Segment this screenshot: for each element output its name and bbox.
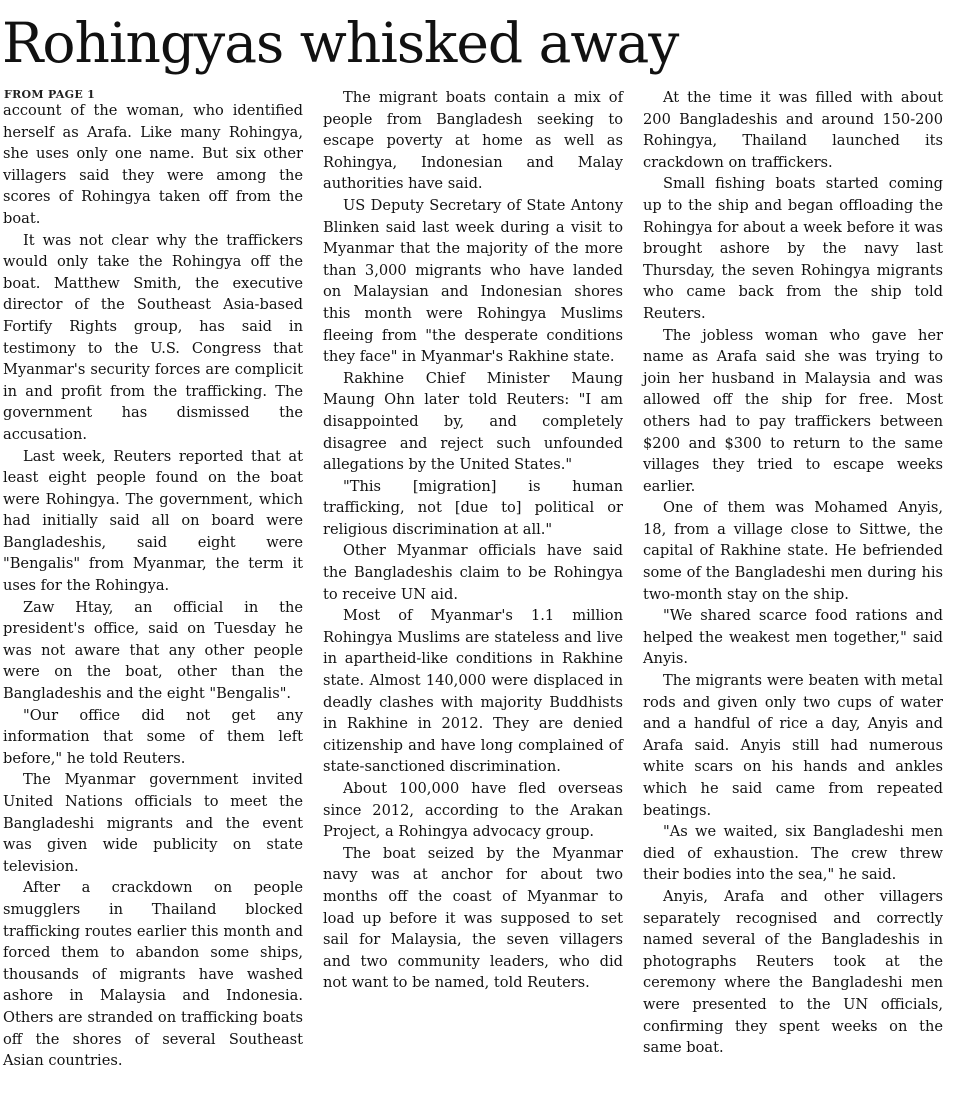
- paragraph: Zaw Htay, an official in the president's office, said on Tuesday he was not aware that any other people were on the boat, other than the Bangladeshis and the eight "Bengalis".: [3, 598, 303, 703]
- paragraph: Small fishing boats started coming up to the ship and began offloading the Rohingya for about a week before it was brought ashore by the navy last Thursday, the seven Rohingya migrants who came back from the ship told Reuters.: [643, 175, 943, 322]
- paragraph: account of the woman, who identified herself as Arafa. Like many Rohingya, she uses only one name. But six other villagers said they were among the scores of Rohingya taken off from the boat.: [3, 102, 303, 227]
- article-column-3: [643, 87, 943, 1059]
- paragraph: It was not clear why the traffickers would only take the Rohingya off the boat. Matthew Smith, the executive director of the Southeast Asia-based Fortify Rights group, has said in testimony to the U.S. Congress that Myanmar's security forces are complicit in and profit from the trafficking. The government has dismissed the accusation.: [3, 231, 303, 443]
- paragraph: About 100,000 have fled overseas since 2012, according to the Arakan Project, a Rohingya advocacy group.: [323, 780, 623, 841]
- paragraph: Most of Myanmar's 1.1 million Rohingya Muslims are stateless and live in apartheid-like conditions in Rakhine state. Almost 140,000 were displaced in deadly clashes with majority Buddhists in Rakhine in 2012. They are denied citizenship and have long complained of state-sanctioned discrimination.: [323, 607, 623, 776]
- paragraph: "Our office did not get any information that some of them left before," he told Reuters.: [3, 706, 303, 767]
- paragraph: One of them was Mohamed Anyis, 18, from a village close to Sittwe, the capital of Rakhine state. He befriended some of the Bangladeshi men during his two-month stay on the ship.: [643, 499, 943, 603]
- from-page-kicker: FROM PAGE 1: [4, 88, 96, 101]
- paragraph: "As we waited, six Bangladeshi men died of exhaustion. The crew threw their bodies into the sea," he said.: [643, 823, 943, 884]
- paragraph: The migrant boats contain a mix of people from Bangladesh seeking to escape poverty at home as well as Rohingya, Indonesian and Malay authorities have said.: [323, 89, 623, 193]
- paragraph: Rakhine Chief Minister Maung Maung Ohn later told Reuters: "I am disappointed by, and completely disagree and reject such unfounded allegations by the United States.": [323, 369, 623, 474]
- paragraph: "This [migration] is human trafficking, not [due to] political or religious discrimination at all.": [323, 477, 623, 538]
- paragraph: The boat seized by the Myanmar navy was at anchor for about two months off the coast of Myanmar to load up before it was supposed to set sail for Malaysia, the seven villagers and two community leaders, who did not want to be named, told Reuters.: [323, 844, 623, 992]
- paragraph: Other Myanmar officials have said the Bangladeshis claim to be Rohingya to receive UN aid.: [323, 542, 623, 603]
- paragraph: At the time it was filled with about 200 Bangladeshis and around 150-200 Rohingya, Thailand launched its crackdown on traffickers.: [643, 89, 943, 171]
- paragraph: The Myanmar government invited United Nations officials to meet the Bangladeshi migrants and the event was given wide publicity on state television.: [3, 771, 303, 875]
- paragraph: Anyis, Arafa and other villagers separately recognised and correctly named several of the Bangladeshis in photographs Reuters took at the ceremony where the Bangladeshi men were presented to the UN officials, confirming they spent weeks on the same boat.: [643, 887, 943, 1057]
- paragraph: US Deputy Secretary of State Antony Blinken said last week during a visit to Myanmar that the majority of the more than 3,000 migrants who have landed on Malaysian and Indonesian shores this month were Rohingya Muslims fleeing from "the desperate conditions they face" in Myanmar's Rakhine state.: [323, 196, 623, 366]
- paragraph: "We shared scarce food rations and helped the weakest men together," said Anyis.: [643, 607, 943, 668]
- paragraph: Last week, Reuters reported that at least eight people found on the boat were Rohingya. The government, which had initially said all on board were Bangladeshis, said eight were "Bengalis" from Myanmar, the term it uses for the Rohingya.: [3, 447, 303, 595]
- headline: Rohingyas whisked away: [2, 11, 679, 75]
- paragraph: The migrants were beaten with metal rods and given only two cups of water and a handful of rice a day, Anyis and Arafa said. Anyis still had numerous white scars on his hands and ankles which he said came from repeated beatings.: [643, 672, 943, 819]
- paragraph: The jobless woman who gave her name as Arafa said she was trying to join her husband in Malaysia and was allowed off the ship for free. Most others had to pay traffickers between $200 and $300 to return to the same villages they tried to escape weeks earlier.: [643, 326, 943, 495]
- article-column-2: [323, 87, 623, 994]
- article-column-1: [3, 100, 303, 1072]
- paragraph: After a crackdown on people smugglers in Thailand blocked trafficking routes earlier this month and forced them to abandon some ships, thousands of migrants have washed ashore in Malaysia and Indonesia. Others are stranded on trafficking boats off the shores of several Southeast Asian countries.: [3, 879, 303, 1070]
